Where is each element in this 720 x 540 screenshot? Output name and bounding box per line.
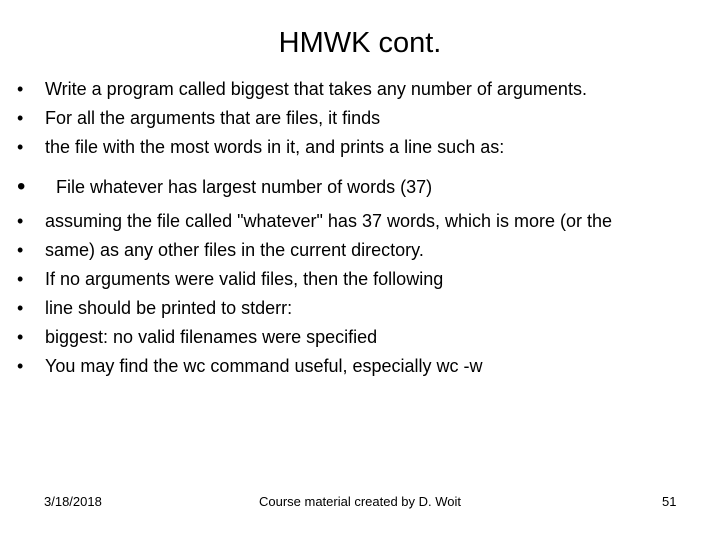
- bullet-text: For all the arguments that are files, it finds: [45, 108, 381, 128]
- bullet-text: If no arguments were valid files, then the following: [45, 269, 444, 289]
- bullet-item: [17, 355, 483, 377]
- bullet-item: [17, 107, 380, 129]
- bullet-glyph: •: [17, 240, 24, 260]
- bullet-item: [17, 210, 612, 232]
- bullet-text: You may find the wc command useful, especially wc -w: [45, 356, 483, 376]
- bullet-item: [17, 268, 443, 290]
- bullet-glyph: •: [17, 211, 24, 231]
- bullet-item: [17, 78, 587, 100]
- bullet-text: the file with the most words in it, and prints a line such as:: [45, 137, 505, 157]
- bullet-item-example: [17, 173, 433, 200]
- bullet-text: line should be printed to stderr:: [45, 298, 293, 318]
- bullet-glyph: •: [17, 269, 24, 289]
- bullet-glyph: •: [17, 327, 24, 347]
- bullet-text: assuming the file called "whatever" has 37 words, which is more (or the: [45, 211, 613, 231]
- bullet-glyph: •: [17, 108, 24, 128]
- bullet-glyph: •: [17, 79, 24, 99]
- bullet-text: same) as any other files in the current directory.: [45, 240, 424, 260]
- bullet-item: [17, 239, 424, 261]
- footer-credit: Course material created by D. Woit: [258, 494, 462, 509]
- bullet-text: biggest: no valid filenames were specified: [45, 327, 378, 347]
- bullet-glyph: •: [17, 298, 24, 318]
- footer-date: 3/18/2018: [44, 494, 102, 509]
- page-number: 51: [662, 494, 677, 509]
- bullet-glyph: •: [17, 356, 24, 376]
- bullet-glyph: •: [17, 173, 26, 200]
- slide-title: HMWK cont.: [278, 27, 442, 59]
- bullet-glyph: •: [17, 137, 24, 157]
- bullet-item: [17, 326, 377, 348]
- bullet-text: Write a program called biggest that takes any number of arguments.: [45, 79, 587, 99]
- bullet-item: [17, 297, 292, 319]
- example-output-text: File whatever has largest number of words (37): [56, 177, 433, 197]
- bullet-item: [17, 136, 504, 158]
